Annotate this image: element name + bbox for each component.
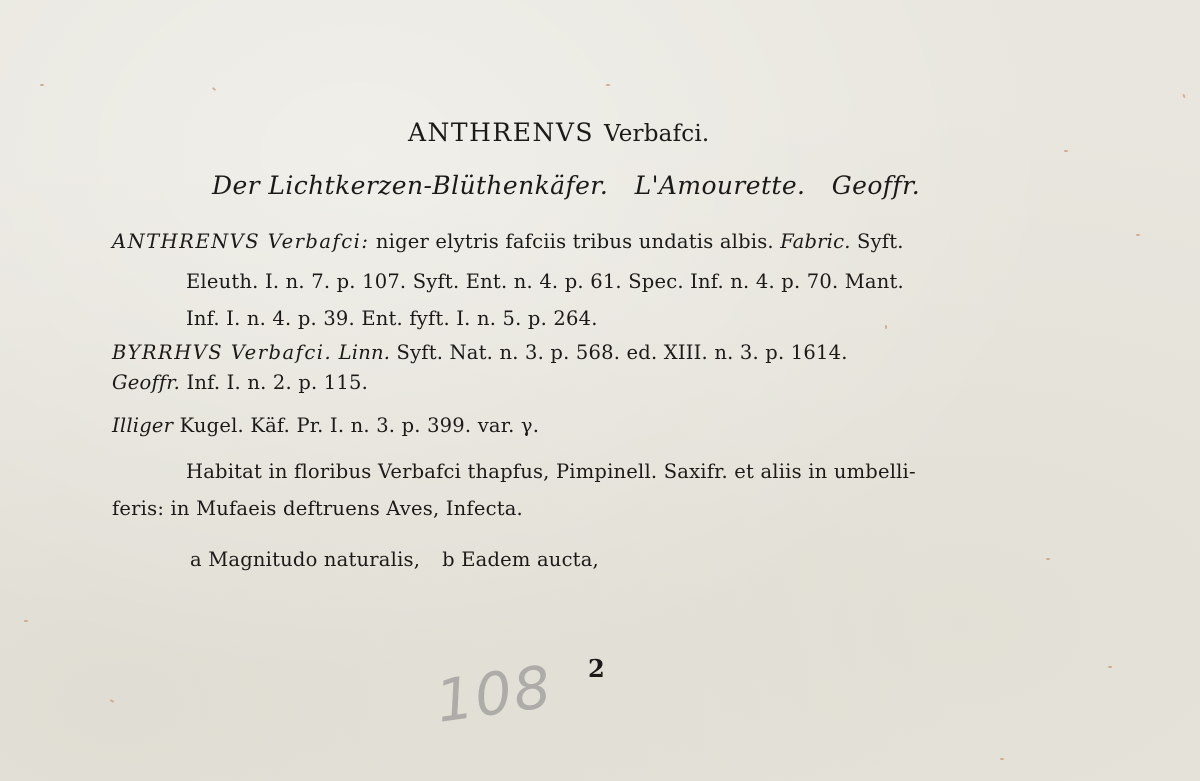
paper-speck xyxy=(40,84,44,86)
habitat-text-1: Habitat in floribus Verbafci thapfus, Pimpinell. Saxifr. et aliis in umbelli- xyxy=(186,460,916,483)
reference-line-5 xyxy=(112,371,368,394)
ref-syst-nat: Syft. Nat. n. 3. p. 568. ed. XIII. n. 3. p. 1614. xyxy=(390,341,848,364)
ref-eleuth: Eleuth. I. n. 7. p. 107. Syft. Ent. n. 4. p. 61. Spec. Inf. n. 4. p. 70. Mant. xyxy=(186,270,904,293)
ref-linn: Linn. xyxy=(332,341,391,364)
magnitude-line xyxy=(190,548,599,571)
habitat-text-2: feris: in Mufaeis deftruens Aves, Infecta. xyxy=(112,497,523,520)
habitat-line-2 xyxy=(112,497,523,520)
subtitle-author: Geoffr. xyxy=(831,171,921,200)
ref-fabric: Fabric. xyxy=(780,230,851,253)
ref-geoffr: Geoffr. xyxy=(112,371,181,394)
magnitude-b: b Eadem aucta, xyxy=(442,548,599,571)
title-species: Verbafci. xyxy=(604,121,710,147)
paper-speck xyxy=(1108,666,1112,668)
ref-syft: Syft. xyxy=(850,230,904,253)
reference-line-6 xyxy=(112,414,539,437)
paper-speck xyxy=(110,699,114,703)
ref-name-anthrenus: ANTHRENVS Verbafci: xyxy=(112,230,370,253)
ref-geoffr-text: Inf. I. n. 2. p. 115. xyxy=(180,371,369,394)
reference-line-2 xyxy=(186,270,904,293)
title-genus: ANTHRENVS xyxy=(408,118,595,147)
paper-speck xyxy=(1136,234,1140,236)
ref-name-byrrhus: BYRRHVS Verbafci. xyxy=(112,341,333,364)
reference-line-3 xyxy=(186,307,598,330)
paper-speck xyxy=(1064,150,1068,152)
ref-inf: Inf. I. n. 4. p. 39. Ent. fyft. I. n. 5. p. 264. xyxy=(186,307,598,330)
reference-line-1 xyxy=(112,230,904,253)
page-number: 2 xyxy=(588,654,605,683)
pencil-annotation: 108 xyxy=(431,652,557,736)
subtitle-french: L'Amourette. xyxy=(634,171,806,200)
ref-illiger-text: Kugel. Käf. Pr. I. n. 3. p. 399. var. γ. xyxy=(173,414,540,437)
paper-speck xyxy=(1046,558,1050,560)
paper-speck xyxy=(885,325,887,329)
ref-description: niger elytris fafciis tribus undatis albis. xyxy=(369,230,781,253)
paper-speck xyxy=(212,87,216,91)
paper-speck xyxy=(1000,758,1004,760)
paper-speck xyxy=(1182,94,1185,98)
reference-line-4 xyxy=(112,341,848,364)
paper-speck xyxy=(606,84,610,86)
habitat-line-1 xyxy=(186,460,916,483)
paper-speck xyxy=(24,620,28,622)
page-subtitle xyxy=(212,171,938,200)
ref-illiger: Illiger xyxy=(112,414,174,437)
subtitle-german: Der Lichtkerzen-Blüthenkäfer. xyxy=(212,171,609,200)
magnitude-a: a Magnitudo naturalis, xyxy=(190,548,421,571)
page-title xyxy=(408,118,709,147)
